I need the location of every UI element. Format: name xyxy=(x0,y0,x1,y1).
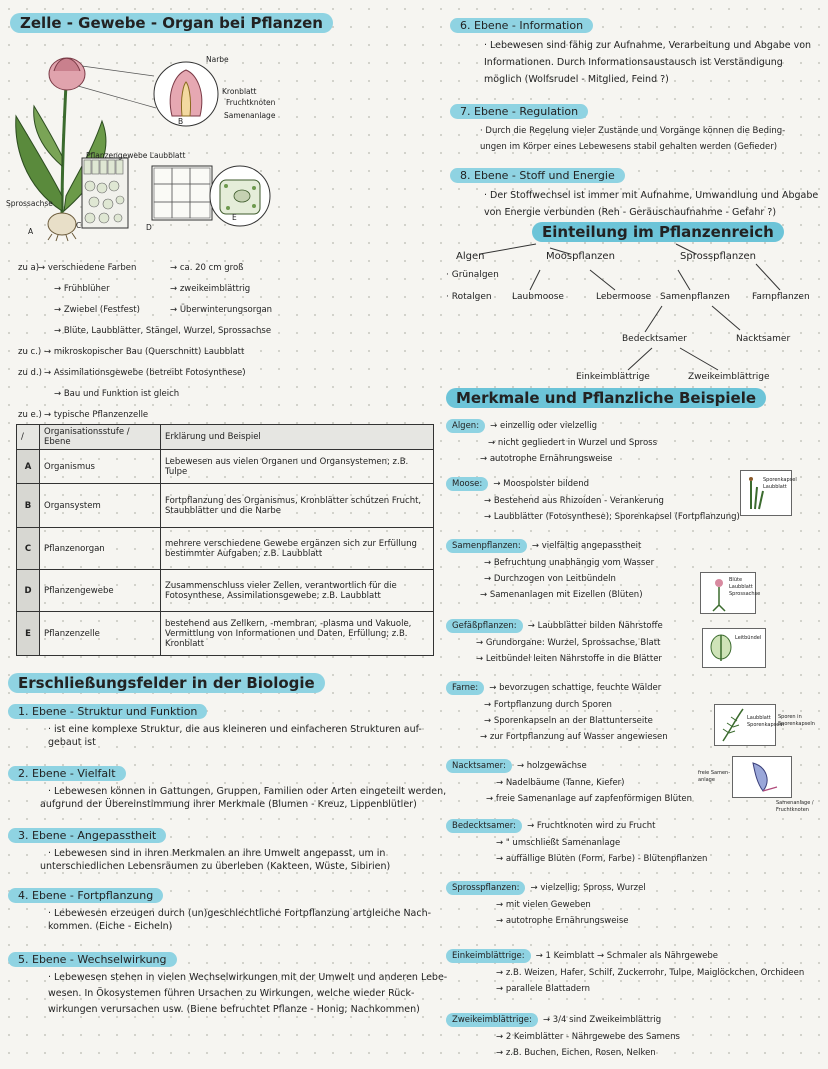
note-row xyxy=(18,388,438,409)
section-title-pflanzenreich: Einteilung im Pflanzenreich xyxy=(532,222,784,242)
row-name: Organismus xyxy=(40,450,161,484)
row-letter: B xyxy=(17,484,40,528)
level-block xyxy=(450,100,825,164)
group-line: → vielzellig; Spross, Wurzel xyxy=(530,883,646,893)
group-line: → " umschließt Samenanlage xyxy=(496,838,621,848)
row-desc: mehrere verschiedene Gewebe ergänzen sich zur Erfüllung bestimmter Aufgaben; z.B. Laubblatt xyxy=(161,528,434,570)
level-title: 1. Ebene - Struktur und Funktion xyxy=(8,704,207,719)
note-tag: zu e.) xyxy=(18,410,42,420)
note-tag: zu a) xyxy=(18,263,40,273)
section-title-erschliessungsfelder: Erschließungsfelder in der Biologie xyxy=(8,673,325,693)
group-line: → 2 Keimblätter - Nährgewebe des Samens xyxy=(496,1032,680,1042)
group-tag: Sprosspflanzen: xyxy=(446,881,525,895)
group-line: → zur Fortpflanzung auf Wasser angewiesen xyxy=(480,732,668,742)
level-block xyxy=(450,164,825,219)
group-block xyxy=(446,471,746,533)
level-line: · Lebewesen sind in ihren Merkmalen an ihre Umwelt angepasst, um in xyxy=(48,848,386,859)
gymnosperm-icon xyxy=(733,757,791,797)
vessel-plant-sketch xyxy=(702,628,766,668)
tree-node-moospflanzen: Moospflanzen xyxy=(546,251,615,262)
level-title: 3. Ebene - Angepasstheit xyxy=(8,828,166,843)
group-tag: Samenpflanzen: xyxy=(446,539,527,553)
table-row xyxy=(17,570,434,612)
group-line: → nicht gegliedert in Wurzel und Spross xyxy=(488,438,658,448)
group-block xyxy=(446,813,746,875)
group-line: → Moospolster bildend xyxy=(493,479,590,489)
level-block xyxy=(8,824,438,884)
tree-node-samenpflanzen: Samenpflanzen xyxy=(660,292,730,302)
group-line: → Bestehend aus Rhizoiden - Verankerung xyxy=(484,496,664,506)
group-tag: Nacktsamer: xyxy=(446,759,512,773)
group-block xyxy=(446,675,746,753)
row-letter: C xyxy=(17,528,40,570)
group-line: → autotrophe Ernährungsweise xyxy=(480,454,613,464)
note-row xyxy=(18,325,438,346)
group-line: → Durchzogen von Leitbündeln xyxy=(484,574,616,584)
note-text: → Blüte, Laubblätter, Stängel, Wurzel, Sprossachse xyxy=(54,326,272,336)
organisation-table xyxy=(16,424,434,656)
row-name: Pflanzenzelle xyxy=(40,612,161,656)
table-header-erklaerung: Erklärung und Beispiel xyxy=(161,425,434,450)
group-line: → vielfältig angepasstheit xyxy=(531,541,642,551)
note-text-2: → zweikeimblättrig xyxy=(170,284,251,294)
notes-block xyxy=(18,262,438,430)
level-title: 5. Ebene - Wechselwirkung xyxy=(8,952,177,967)
group-line: → bevorzugen schattige, feuchte Wälder xyxy=(489,683,662,693)
label-letter-b: B xyxy=(178,117,184,126)
group-block xyxy=(446,1007,746,1059)
level-block xyxy=(8,884,438,948)
group-tag: Moose: xyxy=(446,477,488,491)
group-tag: Algen: xyxy=(446,419,485,433)
group-line: → autotrophe Ernährungsweise xyxy=(496,916,629,926)
group-line: → einzellig oder vielzellig xyxy=(490,421,598,431)
group-block xyxy=(446,613,746,675)
level-title: 8. Ebene - Stoff und Energie xyxy=(450,168,625,183)
label-letter-d: D xyxy=(146,223,152,232)
level-line: · Lebewesen können in Gattungen, Gruppen, Familien oder Arten eingeteilt werden, xyxy=(48,786,447,797)
row-name: Organsystem xyxy=(40,484,161,528)
group-line: → Grundorgane: Wurzel, Sprossachse, Blatt xyxy=(476,638,661,648)
fern-label: Laubblatt Sporenkapseln xyxy=(747,715,784,728)
tree-node-gruenalgen: · Grünalgen xyxy=(446,270,499,280)
level-line: gebaut ist xyxy=(48,737,96,748)
section-title-zelle: Zelle - Gewebe - Organ bei Pflanzen xyxy=(10,13,333,33)
group-line: → Leitbündel leiten Nährstoffe in die Blätter xyxy=(476,654,662,664)
tree-node-zweikeimblaettrige: Zweikeimblättrige xyxy=(688,372,770,382)
note-text: → verschiedene Farben xyxy=(38,263,137,273)
fern-label-2: Sporen in Sporenkapseln xyxy=(778,714,815,727)
fern-sketch xyxy=(714,704,784,746)
tree-node-laubmoose: Laubmoose xyxy=(512,292,564,302)
group-line: → Laubblätter bilden Nährstoffe xyxy=(527,621,663,631)
vessel-plant-label: Leitbündel xyxy=(735,635,762,641)
row-desc: Zusammenschluss vieler Zellen, verantwortlich für die Fotosynthese, Assimilationsgewebe; z.B. Laubblatt xyxy=(161,570,434,612)
note-text: → Zwiebel (Festfest) xyxy=(54,305,140,315)
label-pflanzengewebe: Pflanzengewebe Laubblatt xyxy=(86,151,186,160)
tree-node-lebermoose: Lebermoose xyxy=(596,292,652,302)
table-row xyxy=(17,528,434,570)
level-line: Informationen. Durch Informationsaustausch ist Verständigung xyxy=(484,57,783,68)
level-line: · Der Stoffwechsel ist immer mit Aufnahme, Umwandlung und Abgabe xyxy=(484,190,819,201)
group-block xyxy=(446,413,746,471)
level-line: möglich (Wolfsrudel - Mitglied, Feind ?) xyxy=(484,74,669,85)
group-line: → Fortpflanzung durch Sporen xyxy=(484,700,612,710)
group-line: → Sporenkapseln an der Blattunterseite xyxy=(484,716,653,726)
label-letter-a: A xyxy=(28,227,34,236)
table-row xyxy=(17,612,434,656)
group-line: → 1 Keimblatt → Schmaler als Nährgewebe xyxy=(535,951,718,961)
group-line: → Fruchtknoten wird zu Frucht xyxy=(527,821,656,831)
note-tag: zu c.) xyxy=(18,347,42,357)
level-line: von Energie verbunden (Reh - Geräuschaufnahme - Gefahr ?) xyxy=(484,207,777,218)
group-tag: Zweikeimblättrige: xyxy=(446,1013,538,1027)
group-tag: Farne: xyxy=(446,681,484,695)
levels-right xyxy=(450,14,825,219)
level-block xyxy=(8,948,448,1016)
seed-plant-sketch xyxy=(700,572,761,614)
tree-node-nacktsamer: Nacktsamer xyxy=(736,334,791,344)
level-title: 2. Ebene - Vielfalt xyxy=(8,766,126,781)
label-narbe: Narbe xyxy=(206,55,229,64)
tree-node-bedecktsamer: Bedecktsamer xyxy=(622,334,687,344)
row-letter: E xyxy=(17,612,40,656)
row-name: Pflanzenorgan xyxy=(40,528,161,570)
group-block xyxy=(446,943,805,1007)
note-row xyxy=(18,283,438,304)
group-line: → Samenanlagen mit Eizellen (Blüten) xyxy=(480,590,643,600)
levels-left xyxy=(8,700,448,1016)
level-block xyxy=(450,14,825,100)
group-tag: Einkeimblättrige: xyxy=(446,949,531,963)
tree-node-algen: Algen xyxy=(456,251,485,262)
level-line: ungen im Körper eines Lebewesens stabil gehalten werden (Gefieder) xyxy=(480,142,778,152)
group-line: → Befruchtung unabhängig vom Wasser xyxy=(484,558,655,568)
level-line: · ist eine komplexe Struktur, die aus kleineren und einfacheren Strukturen auf- xyxy=(48,724,422,735)
label-letter-e: E xyxy=(232,213,237,222)
level-block xyxy=(8,762,447,824)
tree-node-rotalgen: · Rotalgen xyxy=(446,292,492,302)
group-line: → z.B. Buchen, Eichen, Rosen, Nelken xyxy=(496,1048,656,1058)
note-text: → Bau und Funktion ist gleich xyxy=(54,389,180,399)
note-text-2: → ca. 20 cm groß xyxy=(170,263,244,273)
group-tag: Bedecktsamer: xyxy=(446,819,522,833)
row-desc: Fortpflanzung des Organismus, Kronblätter schützen Frucht, Staubblätter und die Narbe xyxy=(161,484,434,528)
group-line: → z.B. Weizen, Hafer, Schilf, Zuckerrohr, Tulpe, Maiglöckchen, Orchideen xyxy=(496,968,805,978)
note-row xyxy=(18,346,438,367)
group-tag: Gefäßpflanzen: xyxy=(446,619,523,633)
level-title: 4. Ebene - Fortpflanzung xyxy=(8,888,163,903)
section-title-merkmale: Merkmale und Pflanzliche Beispiele xyxy=(446,388,766,408)
label-fruchtknoten: Fruchtknoten xyxy=(226,98,276,107)
level-title: 6. Ebene - Information xyxy=(450,18,593,33)
label-sprossachse: Sprossachse xyxy=(6,199,53,208)
note-text: → mikroskopischer Bau (Querschnitt) Laubblatt xyxy=(44,347,245,357)
row-desc: Lebewesen aus vielen Organen und Organsystemen; z.B. Tulpe xyxy=(161,450,434,484)
note-row xyxy=(18,262,438,283)
moss-sketch xyxy=(740,470,797,516)
note-text: → Assimilationsgewebe (betreibt Fotosynthese) xyxy=(44,368,246,378)
note-text: → Frühblüher xyxy=(54,284,110,294)
group-line: → auffällige Blüten (Form, Farbe) - Blütenpflanzen xyxy=(496,854,708,864)
group-line: → Laubblätter (Fotosynthese); Sporenkapsel (Fortpflanzung) xyxy=(484,512,740,522)
table-corner: / xyxy=(17,425,40,450)
row-name: Pflanzengewebe xyxy=(40,570,161,612)
table-row xyxy=(17,484,434,528)
tree-node-einkeimblaettrige: Einkeimblättrige xyxy=(576,372,650,382)
seed-plant-label: Blüte Laubblatt Sprossachse xyxy=(729,577,761,597)
group-line: → mit vielen Geweben xyxy=(496,900,591,910)
level-line: · Lebewesen erzeugen durch (un)geschlechtliche Fortpflanzung artgleiche Nach- xyxy=(48,908,432,919)
gymnosperm-label: freie Samen-anlage xyxy=(698,770,730,783)
table-row xyxy=(17,450,434,484)
note-tag: zu d.) xyxy=(18,368,42,378)
moss-label: Sporenkapsel Laubblatt xyxy=(763,477,797,490)
tree-node-sprosspflanzen: Sprosspflanzen xyxy=(680,251,756,262)
group-line: → freie Samenanlage auf zapfenförmigen Blüten xyxy=(486,794,693,804)
level-line: · Lebewesen stehen in vielen Wechselwirkungen mit der Umwelt und anderen Lebe- xyxy=(48,972,448,983)
level-line: · Lebewesen sind fähig zur Aufnahme, Verarbeitung und Abgabe von xyxy=(484,40,812,51)
group-line: → Nadelbäume (Tanne, Kiefer) xyxy=(496,778,625,788)
group-line: → 3/4 sind Zweikeimblättrig xyxy=(542,1015,662,1025)
label-letter-c: C xyxy=(76,221,82,230)
note-row xyxy=(18,304,438,325)
level-line: wesen. In Ökosystemen führen Ursachen zu Wirkungen, welche wieder Rück- xyxy=(48,988,415,999)
tree-lines xyxy=(440,240,828,390)
label-samenanlage: Samenanlage xyxy=(224,111,276,120)
label-kronblatt: Kronblatt xyxy=(222,87,257,96)
row-letter: A xyxy=(17,450,40,484)
level-line: · Durch die Regelung vieler Zustände und Vorgänge können die Beding- xyxy=(480,126,786,136)
level-title: 7. Ebene - Regulation xyxy=(450,104,588,119)
level-line: aufgrund der Übereinstimmung ihrer Merkmale (Blumen - Kreuz, Lippenblütler) xyxy=(40,799,417,810)
table-header-stufe: Organisationsstufe / Ebene xyxy=(40,425,161,450)
tree-node-farnpflanzen: Farnpflanzen xyxy=(752,292,810,302)
gymnosperm-label-2: Samenanlage / Fruchtknoten xyxy=(776,800,814,813)
group-block xyxy=(446,875,746,943)
row-letter: D xyxy=(17,570,40,612)
row-desc: bestehend aus Zellkern, -membran, -plasma und Vakuole, Vermittlung von Informationen und Daten, Erfüllung; z.B. Kronblatt xyxy=(161,612,434,656)
gymnosperm-sketch xyxy=(732,756,792,798)
note-row xyxy=(18,367,438,388)
level-line: unterschiedlichen Lebensräumen zu überleben (Kakteen, Wüste, Sibirien) xyxy=(40,861,391,872)
group-line: → holzgewächse xyxy=(516,761,587,771)
level-block xyxy=(8,700,438,762)
group-line: → parallele Blattadern xyxy=(496,984,591,994)
level-line: wirkungen verursachen usw. (Biene befruchtet Pflanze - Honig; Nachkommen) xyxy=(48,1004,420,1015)
note-text-2: → Überwinterungsorgan xyxy=(170,305,273,315)
note-text: → typische Pflanzenzelle xyxy=(44,410,149,420)
level-line: kommen. (Eiche - Eicheln) xyxy=(48,921,173,932)
